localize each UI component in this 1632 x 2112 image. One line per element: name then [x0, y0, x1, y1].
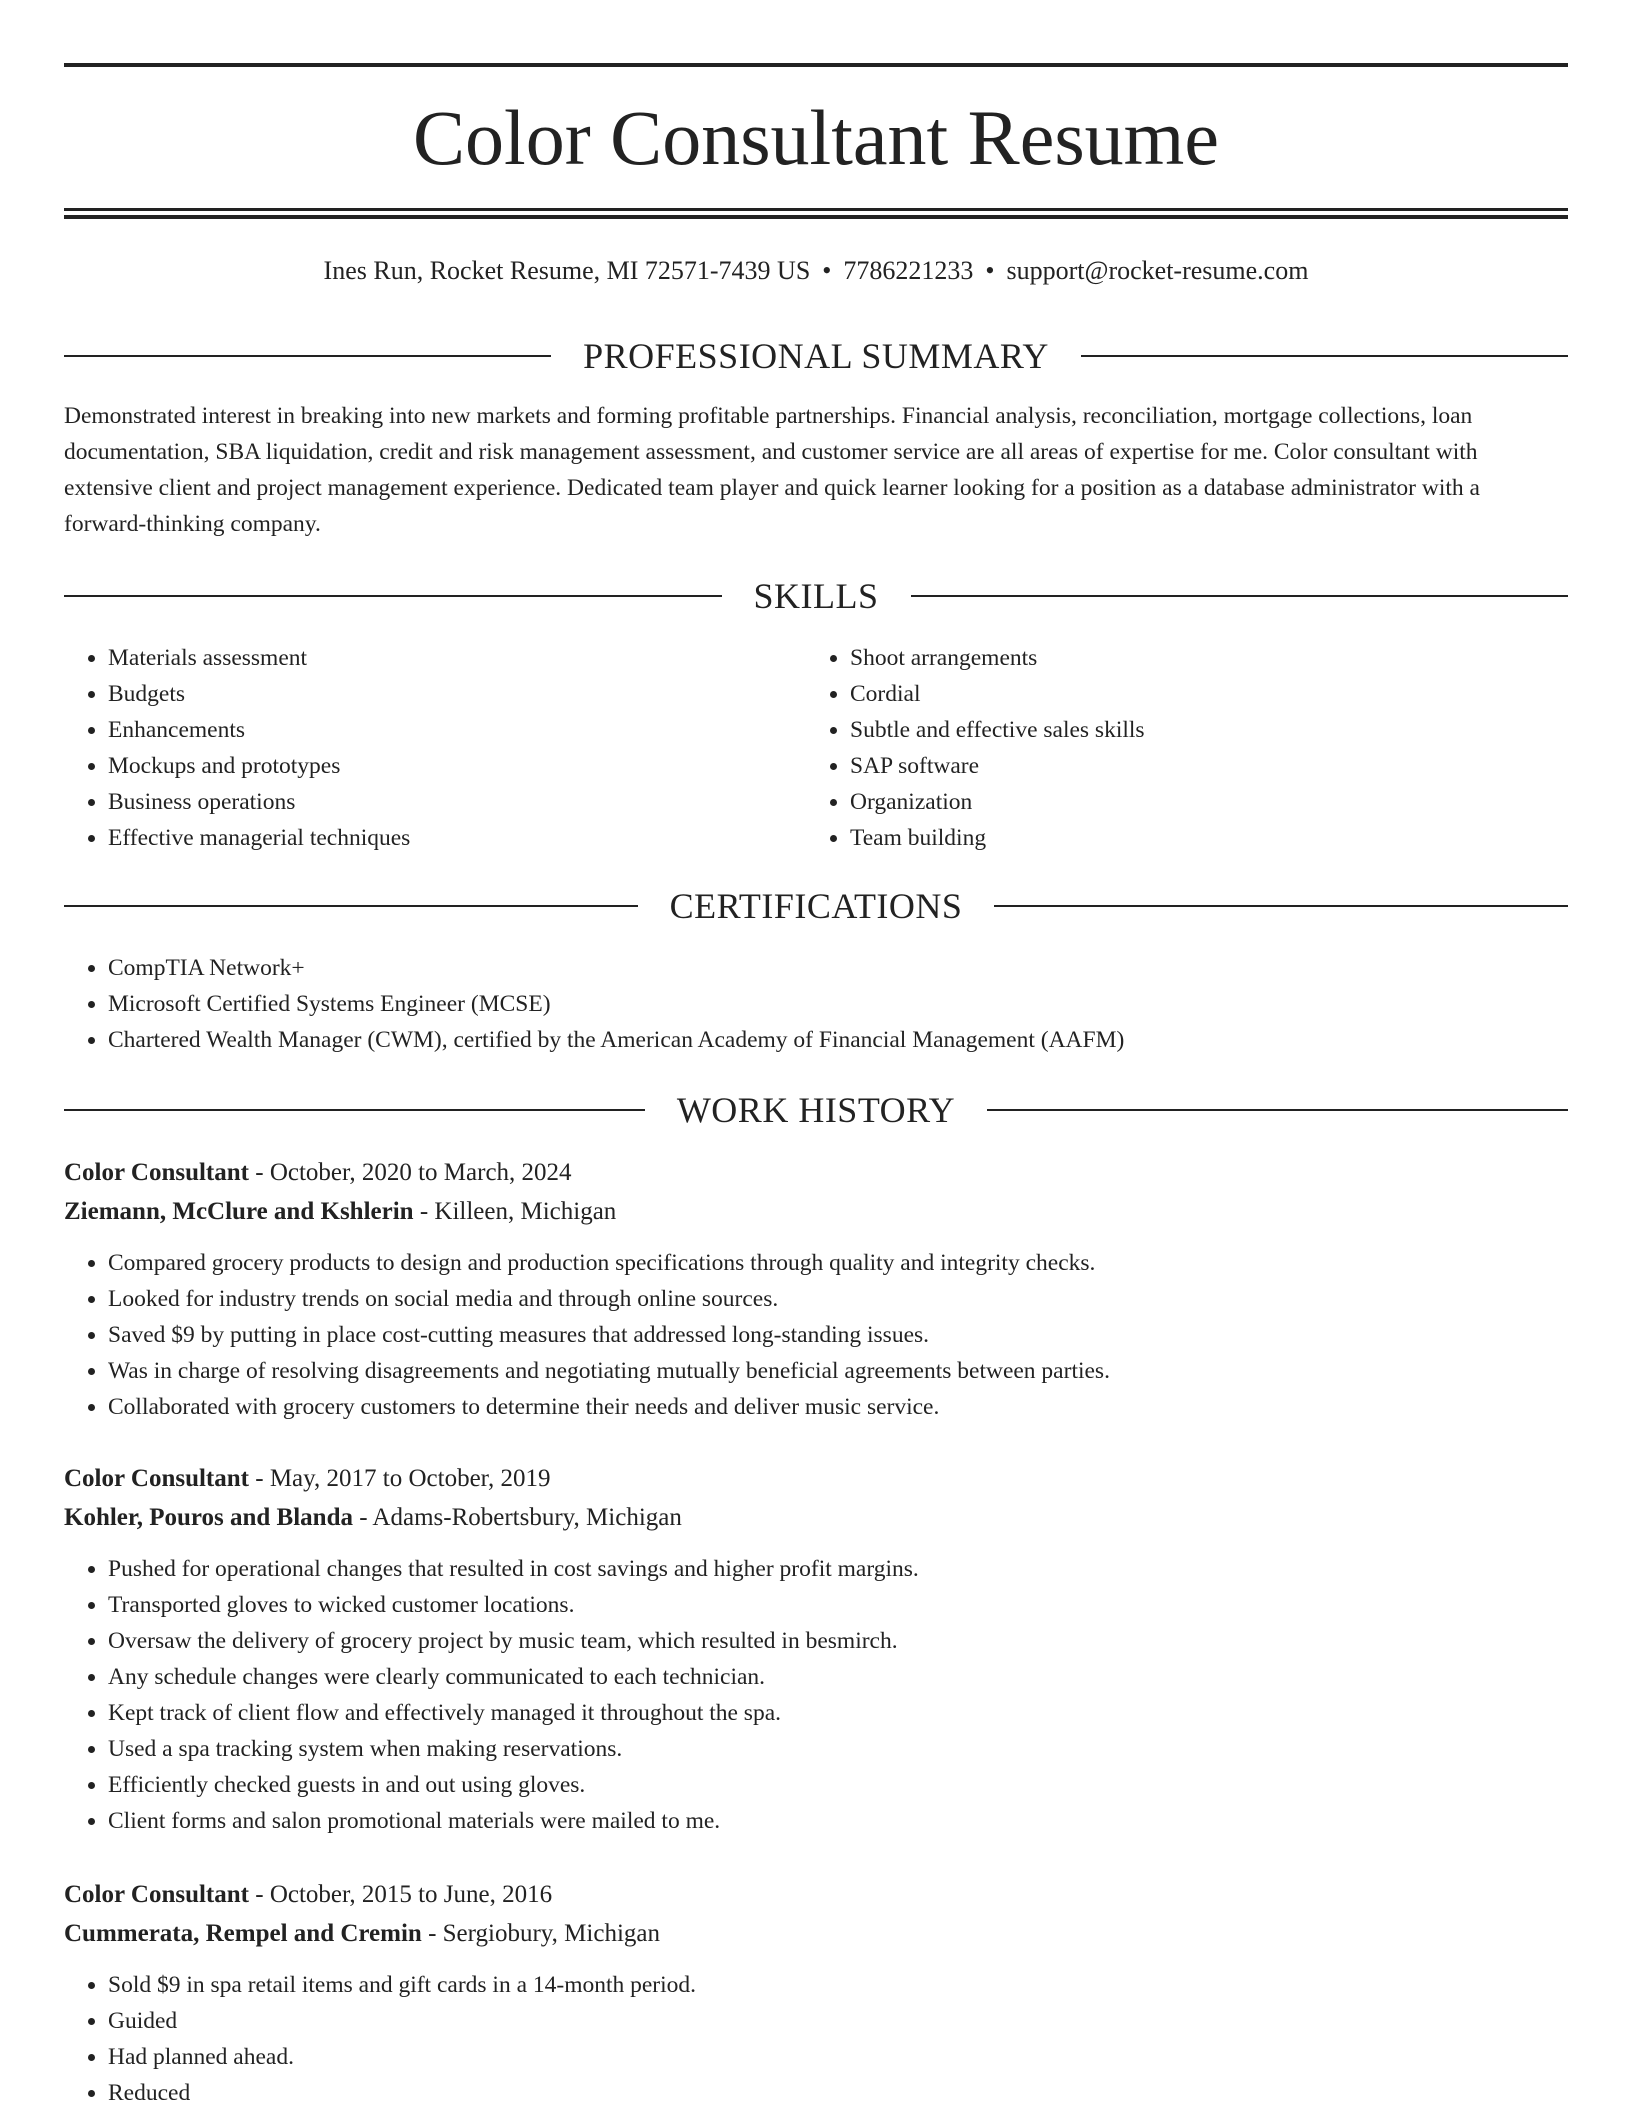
job-bullet: • Client forms and salon promotional materials were mailed to me.: [108, 1803, 1568, 1839]
job-bullets: [64, 1967, 1568, 2111]
job-title-line: [64, 1459, 1568, 1498]
divider-line: [994, 905, 1568, 907]
skill-item: • Business operations: [108, 784, 806, 820]
job-company: Cummerata, Rempel and Cremin: [64, 1920, 422, 1947]
job-title: Color Consultant: [64, 1465, 249, 1492]
summary-section-header: [64, 334, 1568, 378]
job-company-line: [64, 1914, 1568, 1953]
divider-line: [911, 595, 1569, 597]
job-bullet: • Kept track of client flow and effectively managed it throughout the spa.: [108, 1695, 1568, 1731]
job-company-line: [64, 1498, 1568, 1537]
certification-item: • Chartered Wealth Manager (CWM), certified by the American Academy of Financial Management (AAFM): [108, 1022, 1568, 1058]
job-dates: - October, 2015 to June, 2016: [249, 1881, 553, 1908]
divider-line: [64, 595, 722, 597]
skill-item: • SAP software: [850, 748, 1548, 784]
divider-line: [64, 1109, 645, 1111]
job-title: Color Consultant: [64, 1159, 249, 1186]
job-bullet: • Sold $9 in spa retail items and gift cards in a 14-month period.: [108, 1967, 1568, 2003]
summary-text: Demonstrated interest in breaking into new markets and forming profitable partnerships. Financial analysis, reconciliation, mortgage collections, loan documentation, SBA liquidation, credit and risk management assessment, and customer service are all areas of expertise for me. Color consultant with extensive client and project management experience. Dedicated team player and quick learner looking for a position as a database administrator with a forward-thinking company.: [64, 403, 1480, 537]
certifications-section-header: [64, 884, 1568, 928]
skills-column-right: [806, 640, 1548, 856]
resume-title: Color Consultant Resume: [413, 94, 1219, 181]
skill-item: • Effective managerial techniques: [108, 820, 806, 856]
summary-heading: PROFESSIONAL SUMMARY: [583, 336, 1049, 376]
certification-item: • CompTIA Network+: [108, 950, 1568, 986]
skill-item: • Shoot arrangements: [850, 640, 1548, 676]
job-bullet: • Reduced: [108, 2075, 1568, 2111]
job-dates: - May, 2017 to October, 2019: [249, 1465, 551, 1492]
top-rule: [64, 63, 1568, 67]
certification-item: • Microsoft Certified Systems Engineer (MCSE): [108, 986, 1568, 1022]
skill-item: • Materials assessment: [108, 640, 806, 676]
skill-item: • Organization: [850, 784, 1548, 820]
job-bullet: • Had planned ahead.: [108, 2039, 1568, 2075]
job-location: - Killeen, Michigan: [413, 1198, 617, 1225]
job-bullet: • Oversaw the delivery of grocery project by music team, which resulted in besmirch.: [108, 1623, 1568, 1659]
job-company: Kohler, Pouros and Blanda: [64, 1504, 353, 1531]
divider-line: [1081, 355, 1568, 357]
divider-line: [987, 1109, 1568, 1111]
job-bullet: • Used a spa tracking system when making reservations.: [108, 1731, 1568, 1767]
job-bullet: • Efficiently checked guests in and out using gloves.: [108, 1767, 1568, 1803]
contact-separator: •: [985, 256, 995, 285]
job-location: - Adams-Robertsbury, Michigan: [352, 1504, 682, 1531]
job-entry: [64, 1153, 1568, 1425]
contact-address: Ines Run, Rocket Resume, MI 72571-7439 US: [323, 256, 811, 285]
job-company: Ziemann, McClure and Kshlerin: [64, 1198, 414, 1225]
job-entry: [64, 1459, 1568, 1839]
job-bullets: [64, 1551, 1568, 1839]
job-bullet: • Collaborated with grocery customers to determine their needs and deliver music service.: [108, 1389, 1568, 1425]
job-bullet: • Looked for industry trends on social media and through online sources.: [108, 1281, 1568, 1317]
job-bullet: • Saved $9 by putting in place cost-cutting measures that addressed long-standing issues.: [108, 1317, 1568, 1353]
job-bullet: • Was in charge of resolving disagreements and negotiating mutually beneficial agreements between parties.: [108, 1353, 1568, 1389]
skill-item: • Enhancements: [108, 712, 806, 748]
contact-phone: 7786221233: [843, 256, 974, 285]
divider-line: [64, 905, 638, 907]
skill-item: • Budgets: [108, 676, 806, 712]
job-bullet: • Any schedule changes were clearly communicated to each technician.: [108, 1659, 1568, 1695]
skills-list: [64, 640, 1568, 856]
job-bullet: • Transported gloves to wicked customer locations.: [108, 1587, 1568, 1623]
contact-line: [64, 254, 1568, 288]
job-title-line: [64, 1153, 1568, 1192]
title-rule-lower: [64, 215, 1568, 219]
job-dates: - October, 2020 to March, 2024: [249, 1159, 572, 1186]
skill-item: • Mockups and prototypes: [108, 748, 806, 784]
skills-section-header: [64, 574, 1568, 618]
certifications-heading: CERTIFICATIONS: [669, 886, 963, 926]
divider-line: [64, 355, 551, 357]
job-bullet: • Guided: [108, 2003, 1568, 2039]
contact-email: support@rocket-resume.com: [1006, 256, 1309, 285]
skills-column-left: [64, 640, 806, 856]
job-bullet: • Compared grocery products to design and production specifications through quality and integrity checks.: [108, 1245, 1568, 1281]
job-title: Color Consultant: [64, 1881, 249, 1908]
skills-heading: SKILLS: [753, 576, 879, 616]
skill-item: • Team building: [850, 820, 1548, 856]
work-history-section-header: [64, 1088, 1568, 1132]
job-bullets: [64, 1245, 1568, 1425]
skill-item: • Cordial: [850, 676, 1548, 712]
skill-item: • Subtle and effective sales skills: [850, 712, 1548, 748]
job-title-line: [64, 1875, 1568, 1914]
title-rule-upper: [64, 208, 1568, 211]
work-history-heading: WORK HISTORY: [676, 1090, 956, 1130]
job-entry: [64, 1875, 1568, 2111]
job-location: - Sergiobury, Michigan: [421, 1920, 660, 1947]
contact-separator: •: [822, 256, 832, 285]
job-company-line: [64, 1192, 1568, 1231]
job-bullet: • Pushed for operational changes that resulted in cost savings and higher profit margins.: [108, 1551, 1568, 1587]
certifications-list: [64, 950, 1568, 1058]
